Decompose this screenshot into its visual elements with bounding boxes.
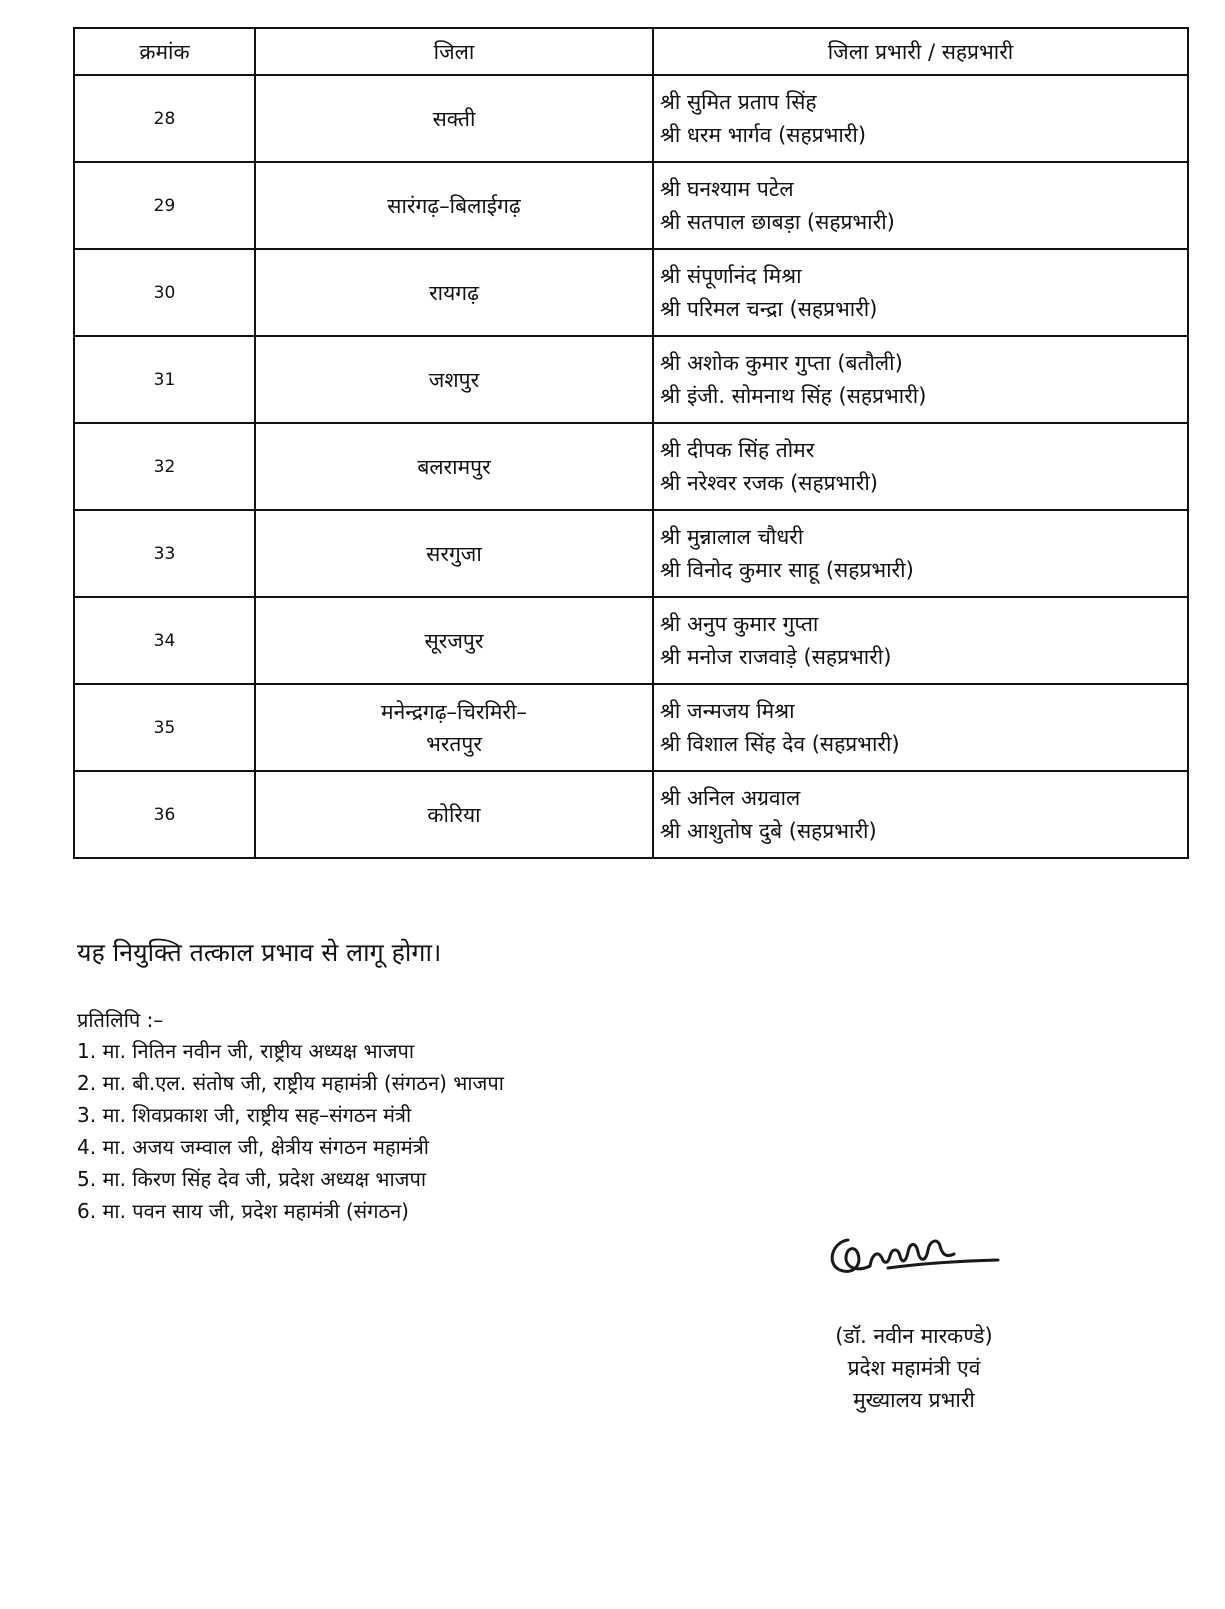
in-charge-cell	[653, 771, 1188, 858]
table-row	[74, 771, 1188, 858]
in-charge-cell	[653, 75, 1188, 162]
district-name: जशपुर	[428, 367, 480, 392]
in-charge-cell	[653, 597, 1188, 684]
district-co-in-charge: श्री विनोद कुमार साहू (सहप्रभारी)	[660, 557, 914, 582]
serial-number: 36	[74, 771, 255, 858]
copy-item: 1. मा. नितिन नवीन जी, राष्ट्रीय अध्यक्ष भाजपा	[77, 1039, 415, 1063]
district-name: रायगढ़	[429, 280, 479, 305]
district-co-in-charge: श्री विशाल सिंह देव (सहप्रभारी)	[660, 731, 900, 756]
district-name: मनेन्द्रगढ़–चिरमिरी–	[381, 699, 527, 724]
copy-list-heading: प्रतिलिपि :–	[77, 1008, 164, 1032]
serial-number: 30	[74, 249, 255, 336]
district-name: बलरामपुर	[417, 454, 491, 479]
district-in-charge: श्री दीपक सिंह तोमर	[660, 437, 815, 462]
district-co-in-charge: श्री नरेश्वर रजक (सहप्रभारी)	[660, 470, 878, 495]
table-row	[74, 162, 1188, 249]
serial-number: 29	[74, 162, 255, 249]
copy-item: 4. मा. अजय जम्वाल जी, क्षेत्रीय संगठन महामंत्री	[77, 1135, 429, 1159]
in-charge-cell	[653, 162, 1188, 249]
header-serial: क्रमांक	[74, 28, 255, 75]
in-charge-cell	[653, 336, 1188, 423]
signatory-office: मुख्यालय प्रभारी	[853, 1388, 975, 1412]
effective-notice: यह नियुक्ति तत्काल प्रभाव से लागू होगा।	[77, 938, 442, 967]
district-cell	[255, 771, 653, 858]
district-co-in-charge: श्री इंजी. सोमनाथ सिंह (सहप्रभारी)	[660, 383, 927, 408]
district-cell	[255, 597, 653, 684]
in-charge-cell	[653, 423, 1188, 510]
in-charge-cell	[653, 249, 1188, 336]
district-name: सरगुजा	[426, 541, 482, 566]
handwritten-signature-icon	[828, 1228, 1018, 1288]
serial-number: 34	[74, 597, 255, 684]
district-co-in-charge: श्री परिमल चन्द्रा (सहप्रभारी)	[660, 296, 878, 321]
signatory-block	[808, 1320, 1020, 1416]
table-row	[74, 75, 1188, 162]
district-in-charge: श्री अनिल अग्रवाल	[660, 785, 801, 810]
district-in-charge: श्री सुमित प्रताप सिंह	[660, 89, 817, 114]
table-header-row	[74, 28, 1188, 75]
district-name: सक्ती	[432, 106, 476, 131]
table-row	[74, 510, 1188, 597]
district-cell	[255, 75, 653, 162]
district-name: कोरिया	[427, 802, 481, 827]
district-co-in-charge: श्री धरम भार्गव (सहप्रभारी)	[660, 122, 867, 147]
district-cell	[255, 162, 653, 249]
district-co-in-charge: श्री मनोज राजवाड़े (सहप्रभारी)	[660, 644, 892, 669]
district-cell	[255, 249, 653, 336]
table-row	[74, 597, 1188, 684]
in-charge-cell	[653, 510, 1188, 597]
serial-number: 31	[74, 336, 255, 423]
table-body	[74, 75, 1188, 858]
district-co-in-charge: श्री आशुतोष दुबे (सहप्रभारी)	[660, 818, 877, 843]
table-row	[74, 423, 1188, 510]
district-cell	[255, 336, 653, 423]
header-district: जिला	[255, 28, 653, 75]
serial-number: 33	[74, 510, 255, 597]
header-in-charge: जिला प्रभारी / सहप्रभारी	[653, 28, 1188, 75]
district-in-charge: श्री मुन्नालाल चौधरी	[660, 524, 804, 549]
copy-item: 3. मा. शिवप्रकाश जी, राष्ट्रीय सह–संगठन मंत्री	[77, 1103, 412, 1127]
appointment-table	[73, 27, 1189, 859]
table-row	[74, 249, 1188, 336]
table-row	[74, 684, 1188, 771]
copy-item: 5. मा. किरण सिंह देव जी, प्रदेश अध्यक्ष भाजपा	[77, 1167, 427, 1191]
district-name: सूरजपुर	[424, 628, 484, 653]
copy-list	[77, 1005, 504, 1227]
district-name: भरतपुर	[426, 731, 482, 756]
district-in-charge: श्री अशोक कुमार गुप्ता (बतौली)	[660, 350, 903, 375]
signatory-title: प्रदेश महामंत्री एवं	[847, 1356, 981, 1380]
in-charge-cell	[653, 684, 1188, 771]
signatory-name: (डॉ. नवीन मारकण्डे)	[835, 1324, 993, 1348]
copy-item: 6. मा. पवन साय जी, प्रदेश महामंत्री (संगठन)	[77, 1199, 409, 1223]
table-row	[74, 336, 1188, 423]
district-name: सारंगढ़–बिलाईगढ़	[387, 193, 521, 218]
district-cell	[255, 510, 653, 597]
serial-number: 28	[74, 75, 255, 162]
serial-number: 32	[74, 423, 255, 510]
district-in-charge: श्री जन्मजय मिश्रा	[660, 698, 795, 723]
copy-item: 2. मा. बी.एल. संतोष जी, राष्ट्रीय महामंत्री (संगठन) भाजपा	[77, 1071, 504, 1095]
district-cell	[255, 423, 653, 510]
district-in-charge: श्री घनश्याम पटेल	[660, 176, 794, 201]
district-in-charge: श्री संपूर्णानंद मिश्रा	[660, 263, 802, 288]
district-co-in-charge: श्री सतपाल छाबड़ा (सहप्रभारी)	[660, 209, 895, 234]
serial-number: 35	[74, 684, 255, 771]
district-in-charge: श्री अनुप कुमार गुप्ता	[660, 611, 819, 636]
district-cell	[255, 684, 653, 771]
